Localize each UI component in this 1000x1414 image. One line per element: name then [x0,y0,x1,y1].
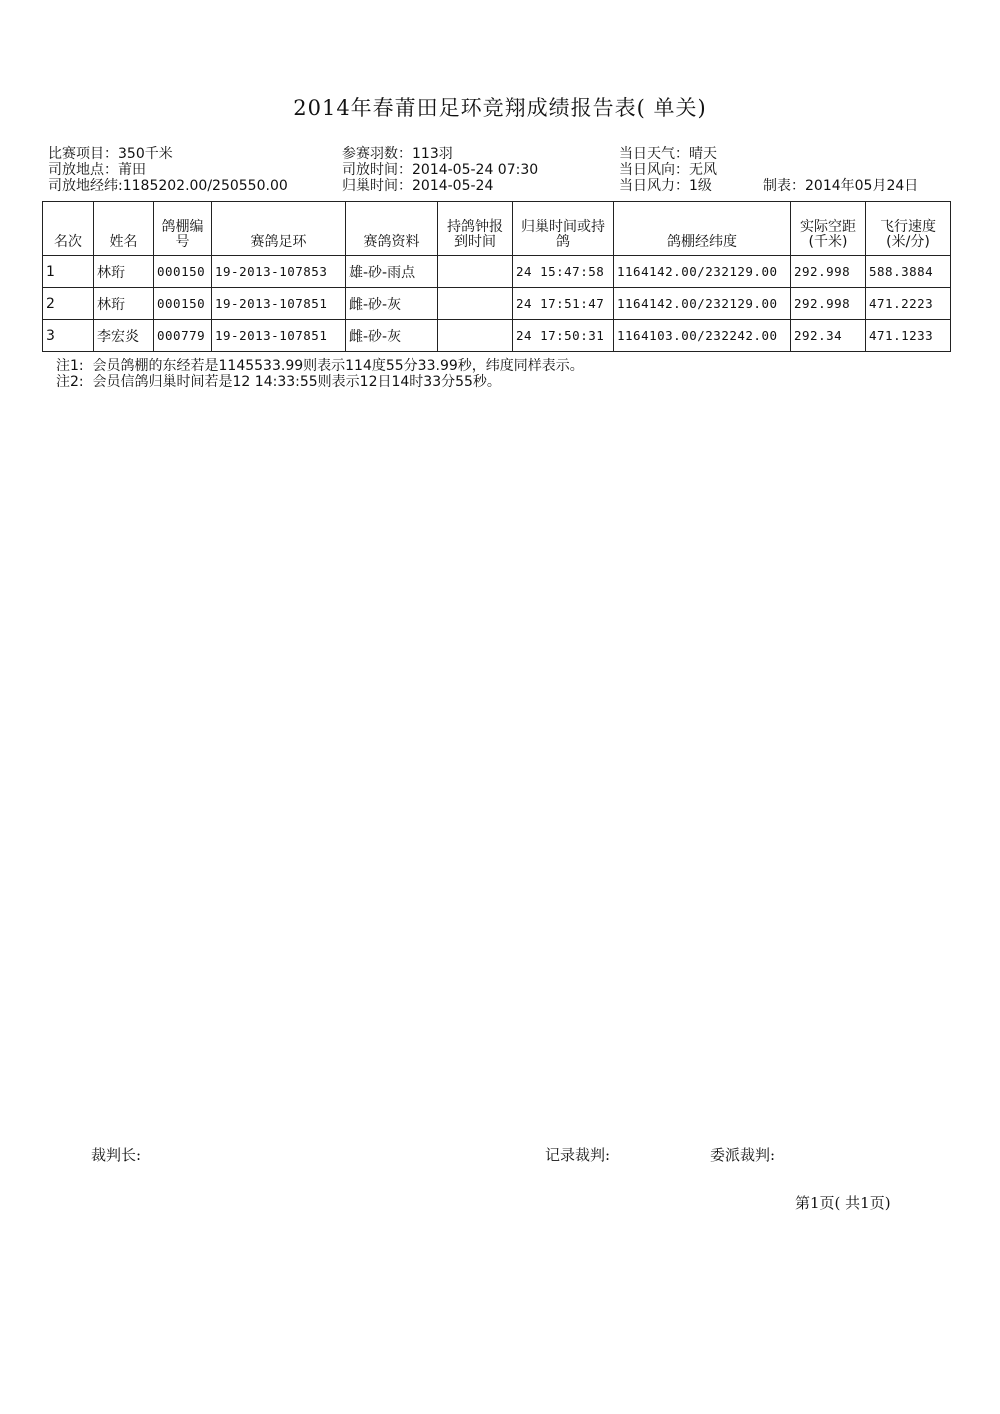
cell-bird-info: 雌-砂-灰 [346,320,438,352]
table-row [43,288,951,320]
col-header-clock-report: 持鸽钟报到时间 [438,202,513,256]
cell-loft-id: 000779 [154,320,212,352]
table-row [43,256,951,288]
signature-delegated-judge: 委派裁判: [710,1146,776,1164]
col-header-speed: 飞行速度(米/分) [866,202,951,256]
meta-event: 比赛项目：350千米 [48,146,173,162]
col-header-rank: 名次 [43,202,94,256]
cell-loft-coords: 1164103.00/232242.00 [614,320,791,352]
cell-ring: 19-2013-107851 [212,320,346,352]
cell-distance: 292.34 [791,320,866,352]
cell-loft-id: 000150 [154,288,212,320]
cell-speed: 471.2223 [866,288,951,320]
results-table [42,201,951,352]
cell-clock-report [438,320,513,352]
cell-rank: 2 [43,288,94,320]
notes [56,358,584,390]
cell-arrival-time: 24 17:51:47 [513,288,614,320]
col-header-arrival-time: 归巢时间或持鸽 [513,202,614,256]
cell-loft-id: 000150 [154,256,212,288]
meta-return-time: 归巢时间：2014-05-24 [342,178,494,194]
cell-ring: 19-2013-107851 [212,288,346,320]
note-1: 注1: 会员鸽棚的东经若是1145533.99则表示114度55分33.99秒，纬度同样表示。 [56,358,584,374]
col-header-name: 姓名 [94,202,154,256]
cell-speed: 471.1233 [866,320,951,352]
col-header-ring: 赛鸽足环 [212,202,346,256]
col-header-distance: 实际空距(千米) [791,202,866,256]
cell-loft-coords: 1164142.00/232129.00 [614,288,791,320]
meta-made-date: 制表：2014年05月24日 [763,178,919,194]
meta-wind-force: 当日风力：1级 [619,178,712,194]
cell-arrival-time: 24 17:50:31 [513,320,614,352]
cell-loft-coords: 1164142.00/232129.00 [614,256,791,288]
table-header-row [43,202,951,256]
cell-bird-info: 雄-砂-雨点 [346,256,438,288]
meta-release-coords: 司放地经纬:1185202.00/250550.00 [48,178,288,194]
cell-speed: 588.3884 [866,256,951,288]
note-2: 注2: 会员信鸽归巢时间若是12 14:33:55则表示12日14时33分55秒。 [56,374,501,390]
meta-release-place: 司放地点：莆田 [48,162,146,178]
cell-bird-info: 雌-砂-灰 [346,288,438,320]
col-header-bird-info: 赛鸽资料 [346,202,438,256]
cell-ring: 19-2013-107853 [212,256,346,288]
cell-distance: 292.998 [791,288,866,320]
cell-name: 林珩 [94,288,154,320]
cell-distance: 292.998 [791,256,866,288]
meta-entries: 参赛羽数：113羽 [342,146,453,162]
meta-release-time: 司放时间：2014-05-24 07:30 [342,162,539,178]
page-title: 2014年春莆田足环竞翔成绩报告表( 单关) [293,96,707,120]
meta-weather: 当日天气：晴天 [619,146,717,162]
cell-clock-report [438,256,513,288]
cell-rank: 3 [43,320,94,352]
page-number: 第1页( 共1页) [795,1194,891,1212]
cell-name: 李宏炎 [94,320,154,352]
col-header-loft-coords: 鸽棚经纬度 [614,202,791,256]
cell-rank: 1 [43,256,94,288]
cell-clock-report [438,288,513,320]
cell-arrival-time: 24 15:47:58 [513,256,614,288]
signature-recording-judge: 记录裁判: [545,1146,611,1164]
cell-name: 林珩 [94,256,154,288]
table-row [43,320,951,352]
meta-wind-direction: 当日风向：无风 [619,162,717,178]
signature-chief-judge: 裁判长: [91,1146,142,1164]
col-header-loft-id: 鸽棚编号 [154,202,212,256]
